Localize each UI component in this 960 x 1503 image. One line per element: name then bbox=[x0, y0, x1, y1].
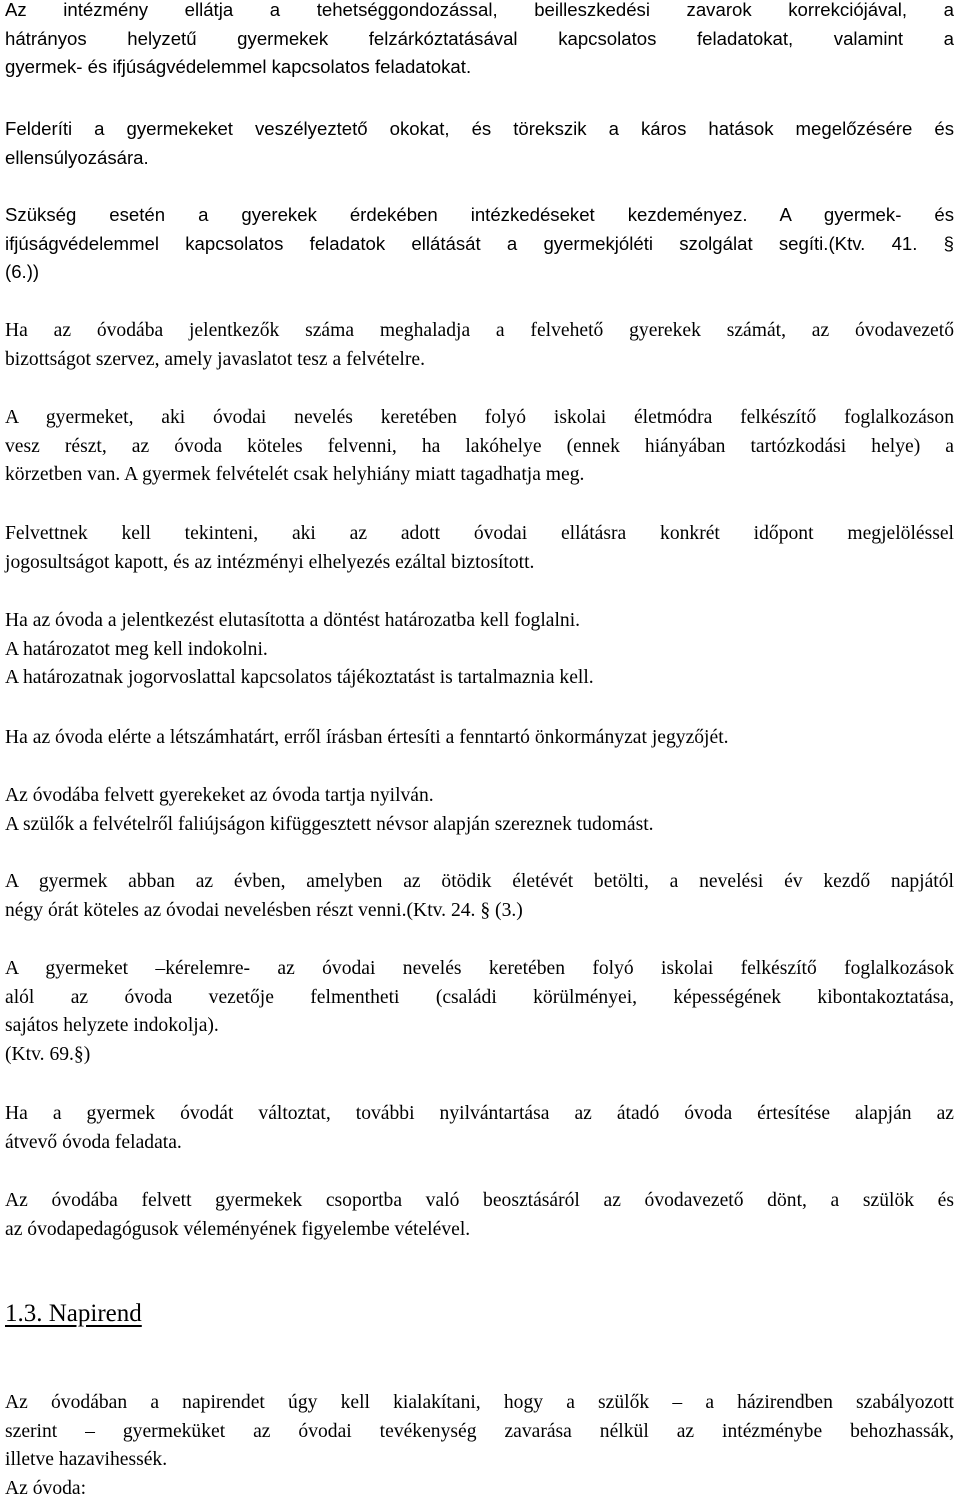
text-line: alól az óvoda vezetője felmentheti (családi körülményei, képességének kibontakoztatása, bbox=[5, 984, 954, 1013]
text-line: Szükség esetén a gyerekek érdekében intézkedéseket kezdeményez. A gyermek- és bbox=[5, 201, 954, 230]
paragraph-admission-committee bbox=[5, 317, 954, 374]
text-line: Az óvodába felvett gyerekeket az óvoda tartja nyilván. bbox=[5, 782, 954, 811]
text-line: Ha az óvodába jelentkezők száma meghaladja a felvehető gyerekek számát, az óvodavezető bbox=[5, 317, 954, 346]
text-line: Ha az óvoda elérte a létszámhatárt, erről írásban értesíti a fenntartó önkormányzat jegyzőjét. bbox=[5, 724, 954, 753]
text-line: hátrányos helyzetű gyermekek felzárkóztatásával kapcsolatos feladatokat, valamint a bbox=[5, 25, 954, 54]
paragraph-institution-tasks bbox=[5, 0, 954, 82]
text-line: (Ktv. 69.§) bbox=[5, 1041, 954, 1070]
text-line: A szülők a felvételről faliújságon kifüggesztett névsor alapján szereznek tudomást. bbox=[5, 811, 954, 840]
paragraph-mandatory-attendance bbox=[5, 868, 954, 925]
text-line: átvevő óvoda feladata. bbox=[5, 1129, 954, 1158]
text-line: A gyermeket –kérelemre- az óvodai nevelés keretében folyó iskolai felkészítő foglalkozások bbox=[5, 955, 954, 984]
paragraph-kindergarten-change bbox=[5, 1100, 954, 1157]
paragraph-rejection-decision bbox=[5, 607, 954, 693]
text-line: Az intézmény ellátja a tehetséggondozással, beilleszkedési zavarok korrekciójával, a bbox=[5, 0, 954, 25]
text-line: Az óvodába felvett gyermekek csoportba való beosztásáról az óvodavezető dönt, a szülök és bbox=[5, 1187, 954, 1216]
text-line: Az óvoda: bbox=[5, 1475, 954, 1503]
paragraph-admitted-definition bbox=[5, 520, 954, 577]
text-line: sajátos helyzete indokolja). bbox=[5, 1012, 954, 1041]
text-line: négy órát köteles az óvodai nevelésben részt venni.(Ktv. 24. § (3.) bbox=[5, 897, 954, 926]
paragraph-capacity-limit bbox=[5, 724, 954, 753]
paragraph-exemption bbox=[5, 955, 954, 1069]
text-line: gyermek- és ifjúságvédelemmel kapcsolatos feladatokat. bbox=[5, 53, 954, 82]
text-line: szerint – gyermeküket az óvodai tevékenység zavarása nélkül az intézménybe behozhassák, bbox=[5, 1418, 954, 1447]
section-heading-napirend: 1.3. Napirend bbox=[5, 1297, 142, 1331]
paragraph-child-protection bbox=[5, 201, 954, 287]
text-line: az óvodapedagógusok véleményének figyelembe vételével. bbox=[5, 1216, 954, 1245]
text-line: Ha az óvoda a jelentkezést elutasította a döntést határozatba kell foglalni. bbox=[5, 607, 954, 636]
text-line: Ha a gyermek óvodát változtat, további nyilvántartása az átadó óvoda értesítése alapján az bbox=[5, 1100, 954, 1129]
text-line: A határozatot meg kell indokolni. bbox=[5, 636, 954, 665]
text-line: Felvettnek kell tekinteni, aki az adott óvodai ellátásra konkrét időpont megjelöléssel bbox=[5, 520, 954, 549]
text-line: illetve hazavihessék. bbox=[5, 1446, 954, 1475]
text-line: bizottságot szervez, amely javaslatot tesz a felvételre. bbox=[5, 346, 954, 375]
text-line: Az óvodában a napirendet úgy kell kialakítani, hogy a szülők – a házirendben szabályozott bbox=[5, 1389, 954, 1418]
paragraph-group-assignment bbox=[5, 1187, 954, 1244]
text-line: jogosultságot kapott, és az intézményi elhelyezés ezáltal biztosított. bbox=[5, 549, 954, 578]
text-line: Felderíti a gyermekeket veszélyeztető okokat, és törekszik a káros hatások megelőzésére és bbox=[5, 115, 954, 144]
text-line: A gyermek abban az évben, amelyben az ötödik életévét betölti, a nevelési év kezdő napjától bbox=[5, 868, 954, 897]
text-line: (6.)) bbox=[5, 258, 954, 287]
paragraph-registration bbox=[5, 782, 954, 839]
text-line: ifjúságvédelemmel kapcsolatos feladatok ellátását a gyermekjóléti szolgálat segíti.(Ktv. 41. § bbox=[5, 230, 954, 259]
paragraph-mandatory-admission bbox=[5, 404, 954, 490]
paragraph-risk-factors bbox=[5, 115, 954, 172]
text-line: vesz részt, az óvoda köteles felvenni, ha lakóhelye (ennek hiányában tartózkodási helye) a bbox=[5, 433, 954, 462]
text-line: A gyermeket, aki óvodai nevelés keretében folyó iskolai életmódra felkészítő foglalkozáson bbox=[5, 404, 954, 433]
paragraph-daily-schedule bbox=[5, 1389, 954, 1503]
text-line: ellensúlyozására. bbox=[5, 144, 954, 173]
text-line: körzetben van. A gyermek felvételét csak helyhiány miatt tagadhatja meg. bbox=[5, 461, 954, 490]
text-line: A határozatnak jogorvoslattal kapcsolatos tájékoztatást is tartalmaznia kell. bbox=[5, 664, 954, 693]
